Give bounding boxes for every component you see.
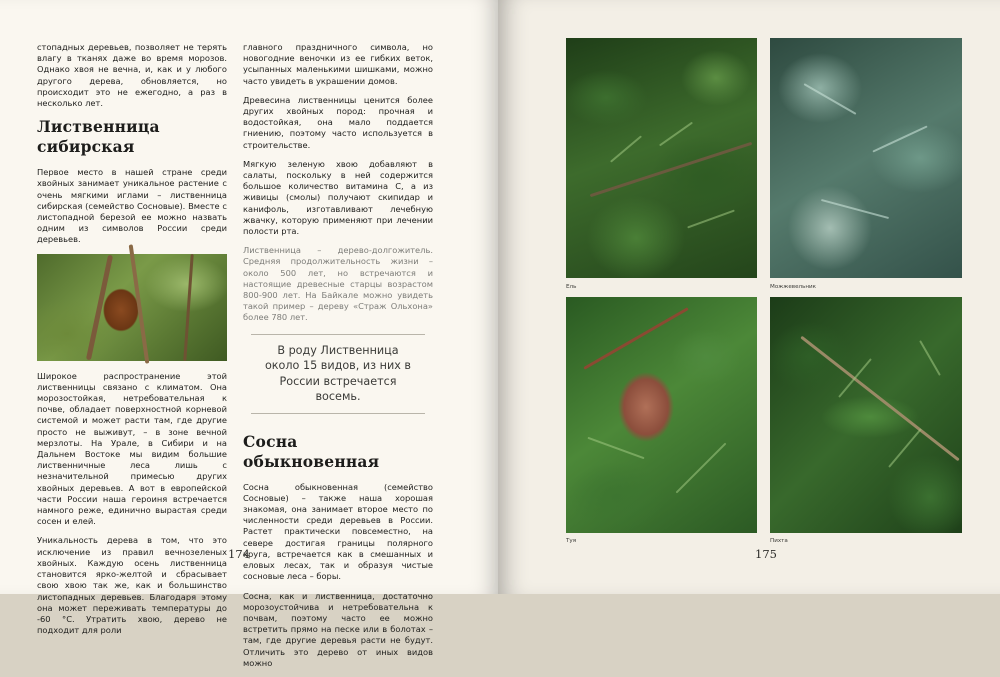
caption-thuja: Туя	[566, 538, 577, 544]
right-column	[243, 42, 433, 677]
fir-photo	[770, 297, 962, 533]
caption-juniper: Можжевельник	[770, 284, 817, 290]
spruce-photo	[566, 38, 757, 278]
larch-paragraph-2: Широкое распространение этой лиственницы связано с климатом. Она морозостойкая, нетребовательная к почве, обладает поверхностной корневой системой и может расти там, где другие просто не выживут, – в зоне вечной мерзлоты. На Урале, в Сибири и на Дальнем Востоке мы видим большие лиственничные леса лишь с незначительной примесью других хвойных деревьев. А вот в европейской части России наша героиня встречается намного реже, единично вырастая среди сосен и елей.	[37, 370, 227, 527]
pine-paragraph-2: Сосна, как и лиственница, достаточно морозоустойчива и нетребовательна к почвам, поэтому часто ее можно встретить прямо на песке или в болотах – там, где другие деревья расти не будут. Отличить это дерево от иных видов можно	[243, 590, 433, 668]
larch-species-quote: В роду Лиственница около 15 видов, из них в России встречается восемь.	[251, 334, 425, 414]
juniper-photo	[770, 38, 962, 278]
caption-spruce: Ель	[566, 284, 577, 290]
page-number-right: 175	[755, 547, 777, 561]
left-column	[37, 42, 227, 644]
larch-cone-photo	[37, 254, 227, 361]
caption-fir: Пихта	[770, 538, 788, 544]
heading-larch: Лиственница сибирская	[37, 117, 160, 157]
larch-longevity-paragraph: Лиственница – дерево-долгожитель. Средняя продолжительность жизни – около 500 лет, но встречаются и настоящие древесные старцы возрастом 800-900 лет. На Байкале можно увидеть такой пример – дереву «Страж Ольхона» более 780 лет.	[243, 245, 433, 323]
page-number-left: 174	[228, 547, 250, 561]
intro-paragraph: стопадных деревьев, позволяет не терять влагу в тканях даже во время морозов. Однако хвоя не вечна, и, как и у любого другого дерева, обновляется, но происходит это не ежегодно, а раз в несколько лет.	[37, 42, 227, 109]
larch-paragraph-1: Первое место в нашей стране среди хвойных занимает уникальное растение с очень мягкими иглами – лиственница сибирская (семейство Сосновые). Вместе с листопадной березой ее можно назвать одним из символов России среди деревьев.	[37, 167, 227, 245]
larch-wood-paragraph: Древесина лиственницы ценится более других хвойных пород: прочная и водостойкая, она мало поддается гниению, поэтому часто используется в строительстве.	[243, 94, 433, 150]
larch-paragraph-3: Уникальность дерева в том, что это исключение из правил вечнозеленых хвойных. Каждую осень лиственница становится ярко-желтой и сбрасывает свою хвою так же, как и большинство листопадных деревьев. Благодаря этому она может переживать температуры до -60 °С. Утратить хвою, дерево не подходит для роли	[37, 535, 227, 636]
larch-needles-paragraph: Мягкую зеленую хвою добавляют в салаты, поскольку в ней содержится большое количество витамина С, а из живицы (смолы) получают скипидар и канифоль, изготавливают лечебную жвачку, которую применяют при лечении полости рта.	[243, 158, 433, 237]
heading-pine: Сосна обыкновенная	[243, 431, 380, 471]
pine-paragraph-1: Сосна обыкновенная (семейство Сосновые) – также наша хорошая знакомая, она занимает второе место по численности среди деревьев в России. Растет практически повсеместно, на севере достигая границы полярного круга, встречается как в смешанных и еловых лесах, так и образуя чистые сосновые леса – боры.	[243, 481, 433, 582]
left-page	[0, 0, 498, 668]
larch-continuation-paragraph: главного праздничного символа, но новогодние веночки из ее гибких веток, усыпанных маленькими шишками, можно часто увидеть в украшении домов.	[243, 42, 433, 86]
thuja-photo	[566, 297, 757, 533]
